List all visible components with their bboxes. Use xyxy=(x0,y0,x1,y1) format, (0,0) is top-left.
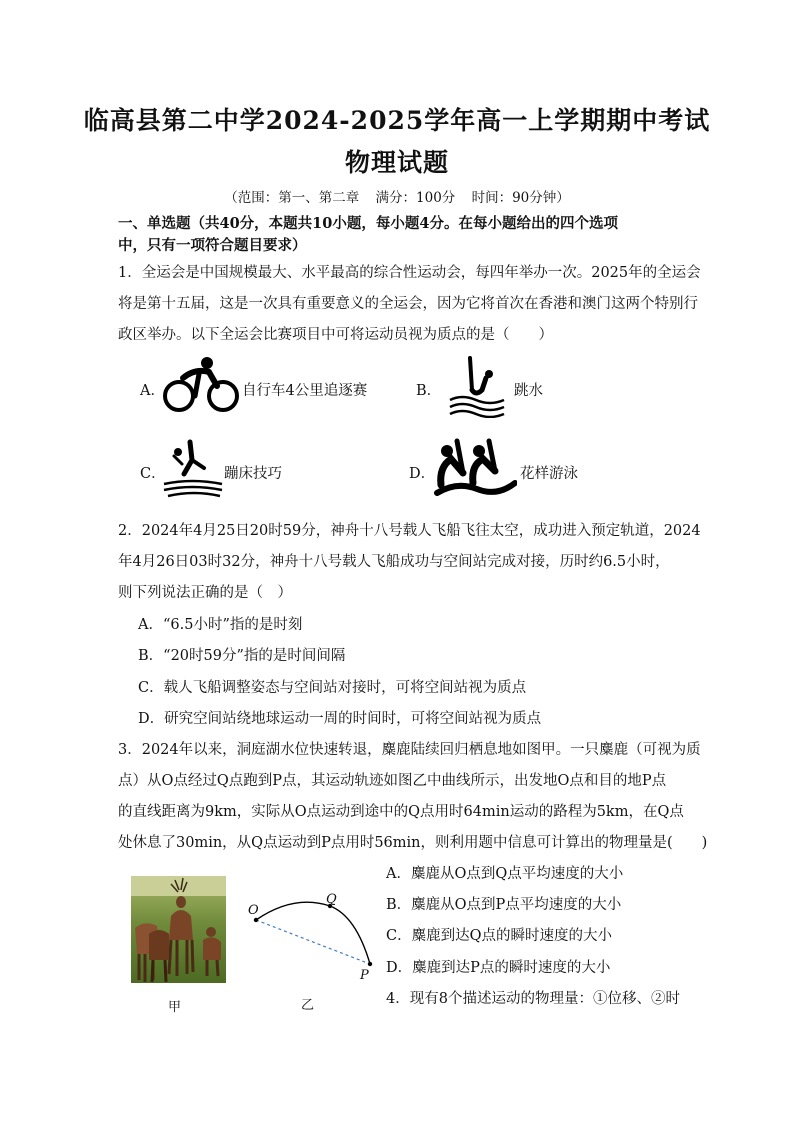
exam-info xyxy=(0,186,794,206)
q2-text-line1: 2．2024年4月25日20时59分，神舟十八号载人飞船飞往太空，成功进入预定轨道，2024 xyxy=(118,523,701,539)
section-heading: 一、单选题（共40分，本题共10小题，每小题4分。在每小题给出的四个选项 xyxy=(118,215,618,232)
q1-option-c-text: 蹦床技巧 xyxy=(224,466,282,482)
point-q-label: Q xyxy=(326,892,337,907)
diving-icon xyxy=(446,356,508,418)
q2-option-d: D．研究空间站绕地球运动一周的时间时，可将空间站视为质点 xyxy=(138,711,542,727)
elk-photo xyxy=(131,876,226,983)
q3-text-line3: 的直线距离为9km，实际从O点运动到途中的Q点用时64min运动的路程为5km，在Q点 xyxy=(118,804,684,820)
q1-text-line1: 1．全运会是中国规模最大、水平最高的综合性运动会，每四年举办一次。2025年的全运会 xyxy=(118,265,701,281)
figure-jia-caption: 甲 xyxy=(168,1000,182,1015)
section-heading-cont: 中，只有一项符合题目要求） xyxy=(118,237,307,254)
q1-text-line2: 将是第十五届，这是一次具有重要意义的全运会，因为它将首次在香港和澳门这两个特别行 xyxy=(118,296,698,312)
q2-text-line2: 年4月26日03时32分，神舟十八号载人飞船成功与空间站完成对接，历时约6.5小时， xyxy=(118,554,670,570)
q2-option-b: B．“20时59分”指的是时间间隔 xyxy=(138,648,346,664)
exam-range: （范围：第一、第二章 xyxy=(224,190,360,206)
exam-subtitle: 物理试题 xyxy=(344,148,449,177)
q1-option-b-text: 跳水 xyxy=(514,383,543,399)
q3-option-a: A．麋鹿从O点到Q点平均速度的大小 xyxy=(386,866,624,882)
synchronized-swimming-icon xyxy=(433,437,517,499)
cycling-icon xyxy=(163,356,241,414)
q4-text-line1: 4．现有8个描述运动的物理量：①位移、②时 xyxy=(386,991,680,1007)
q1-option-b-label: B． xyxy=(416,383,442,399)
exam-time: 时间：90分钟） xyxy=(471,190,570,206)
q3-text-line4: 处休息了30min，从Q点运动到P点用时56min，则利用题中信息可计算出的物理量是( ) xyxy=(118,835,708,851)
q1-text-line3: 政区举办。以下全运会比赛项目中可将运动员视为质点的是（ ） xyxy=(118,327,553,343)
q2-text-line3: 则下列说法正确的是（ ） xyxy=(118,585,292,601)
q1-option-a-text: 自行车4公里追逐赛 xyxy=(242,383,368,399)
q3-option-d: D．麋鹿到达P点的瞬时速度的大小 xyxy=(386,960,611,976)
trampoline-icon xyxy=(160,438,226,498)
q1-option-c-label: C． xyxy=(140,466,166,482)
figure-yi-caption: 乙 xyxy=(301,998,315,1013)
q3-option-c: C．麋鹿到达Q点的瞬时速度的大小 xyxy=(386,928,612,944)
q3-text-line1: 3．2024年以来，洞庭湖水位快速转退，麋鹿陆续回归栖息地如图甲。一只麋鹿（可视为质 xyxy=(118,742,701,758)
point-o-label: O xyxy=(248,903,259,918)
q2-option-c: C．载人飞船调整姿态与空间站对接时，可将空间站视为质点 xyxy=(138,680,527,696)
q1-option-d-label: D． xyxy=(409,466,436,482)
exam-score: 满分：100分 xyxy=(375,190,456,206)
exam-title: 临高县第二中学2024-2025学年高一上学期期中考试 xyxy=(83,106,711,135)
q3-text-line2: 点）从O点经过Q点跑到P点，其运动轨迹如图乙中曲线所示，出发地O点和目的地P点 xyxy=(118,773,667,789)
q3-option-b: B．麋鹿从O点到P点平均速度的大小 xyxy=(386,897,622,913)
q1-option-a-label: A． xyxy=(140,383,165,399)
point-p-label: P xyxy=(360,968,369,983)
q1-option-d-text: 花样游泳 xyxy=(520,466,578,482)
q2-option-a: A．“6.5小时”指的是时刻 xyxy=(138,617,303,633)
